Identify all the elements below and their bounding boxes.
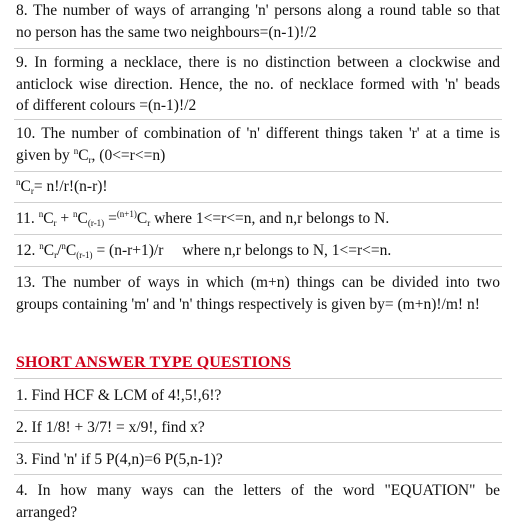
divider bbox=[14, 410, 502, 411]
formula-line bbox=[16, 176, 500, 198]
item-13-line-2: groups containing 'm' and 'n' things respectively is given by= (m+n)!/m! n! bbox=[16, 295, 480, 313]
superscript-n: n bbox=[61, 241, 66, 251]
subscript-r: r bbox=[147, 218, 151, 228]
plus-sign: + bbox=[56, 210, 74, 227]
item-12-condition: where n,r belongs to N, 1<=r<=n. bbox=[182, 242, 392, 259]
short-question-2-text: 2. If 1/8! + 3/7! = x/9!, find x? bbox=[16, 419, 205, 436]
item-12 bbox=[16, 240, 500, 262]
item-8-line-2: no person has the same two neighbours=(n-1)!/2 bbox=[16, 23, 317, 41]
subscript-r: r bbox=[53, 218, 57, 228]
item-number: 12. bbox=[16, 242, 40, 259]
combination-symbol: C bbox=[65, 242, 77, 259]
slash: / bbox=[57, 242, 62, 259]
short-answer-section bbox=[16, 352, 500, 374]
divider bbox=[14, 171, 502, 172]
combination-formula bbox=[16, 176, 500, 198]
short-question-4-line-1: 4. In how many ways can the letters of the word "EQUATION" be bbox=[16, 482, 500, 499]
item-8-line-1: 8. The number of ways of arranging 'n' persons along a round table so that bbox=[16, 2, 500, 19]
combination-symbol: C bbox=[136, 210, 148, 227]
item-10 bbox=[16, 123, 500, 166]
section-heading: SHORT ANSWER TYPE QUESTIONS bbox=[16, 354, 291, 371]
item-9 bbox=[16, 52, 500, 117]
item-8 bbox=[16, 0, 500, 43]
item-13 bbox=[16, 272, 500, 315]
short-question-3 bbox=[16, 449, 500, 471]
combination-symbol: C bbox=[78, 146, 89, 164]
subscript-r: r bbox=[54, 250, 58, 260]
divider bbox=[14, 234, 502, 235]
superscript-n: n bbox=[39, 241, 44, 251]
superscript-n: n bbox=[38, 209, 44, 219]
short-question-1-text: 1. Find HCF & LCM of 4!,5!,6!? bbox=[16, 387, 222, 404]
item-9-line-3: of different colours =(n-1)!/2 bbox=[16, 97, 197, 114]
divider bbox=[14, 119, 502, 120]
superscript-n: n bbox=[73, 209, 78, 219]
divider bbox=[14, 266, 502, 267]
combination-symbol: C bbox=[20, 178, 31, 195]
combination-symbol: C bbox=[43, 242, 55, 259]
item-13-line-1: 13. The number of ways in which (m+n) things can be divided into two bbox=[16, 274, 500, 291]
item-12-result: = (n-r+1)/r bbox=[92, 242, 164, 259]
divider bbox=[14, 442, 502, 443]
item-10-line-2 bbox=[16, 145, 500, 167]
superscript-n: n bbox=[16, 177, 21, 187]
combination-symbol: C bbox=[43, 210, 54, 227]
subscript-r: r bbox=[30, 186, 34, 196]
superscript-n: n bbox=[73, 145, 79, 156]
item-11 bbox=[16, 208, 500, 230]
short-question-4-line-2: arranged? bbox=[16, 503, 78, 521]
text: given by bbox=[16, 146, 74, 164]
item-10-line-1: 10. The number of combination of 'n' different things taken 'r' at a time is bbox=[16, 125, 500, 142]
short-question-3-text: 3. Find 'n' if 5 P(4,n)=6 P(5,n-1)? bbox=[16, 451, 223, 468]
item-11-text: where 1<=r<=n, and n,r belongs to N. bbox=[150, 210, 390, 227]
item-9-line-1: 9. In forming a necklace, there is no distinction between a clockwise and bbox=[16, 54, 500, 71]
item-12-line bbox=[16, 240, 500, 262]
formula-text: = n!/r!(n-r)! bbox=[33, 178, 108, 195]
subscript-r-minus-1: (r-1) bbox=[76, 250, 93, 260]
equals-sign: = bbox=[104, 210, 117, 227]
divider bbox=[14, 202, 502, 203]
divider bbox=[14, 474, 502, 475]
short-question-1 bbox=[16, 385, 500, 407]
subscript-r-minus-1: (r-1) bbox=[87, 218, 105, 228]
text: , (0<=r<=n) bbox=[91, 146, 166, 164]
divider bbox=[14, 378, 502, 379]
superscript-n-plus-1: (n+1) bbox=[116, 209, 137, 219]
subscript-r: r bbox=[88, 154, 92, 165]
divider bbox=[14, 48, 502, 49]
item-11-line bbox=[16, 208, 500, 230]
item-9-line-2: anticlock wise direction. Hence, the no. of necklace formed with 'n' beads bbox=[16, 75, 500, 93]
short-question-2 bbox=[16, 417, 500, 439]
combination-symbol: C bbox=[77, 210, 88, 227]
short-question-4 bbox=[16, 480, 500, 523]
item-number: 11. bbox=[16, 210, 39, 227]
